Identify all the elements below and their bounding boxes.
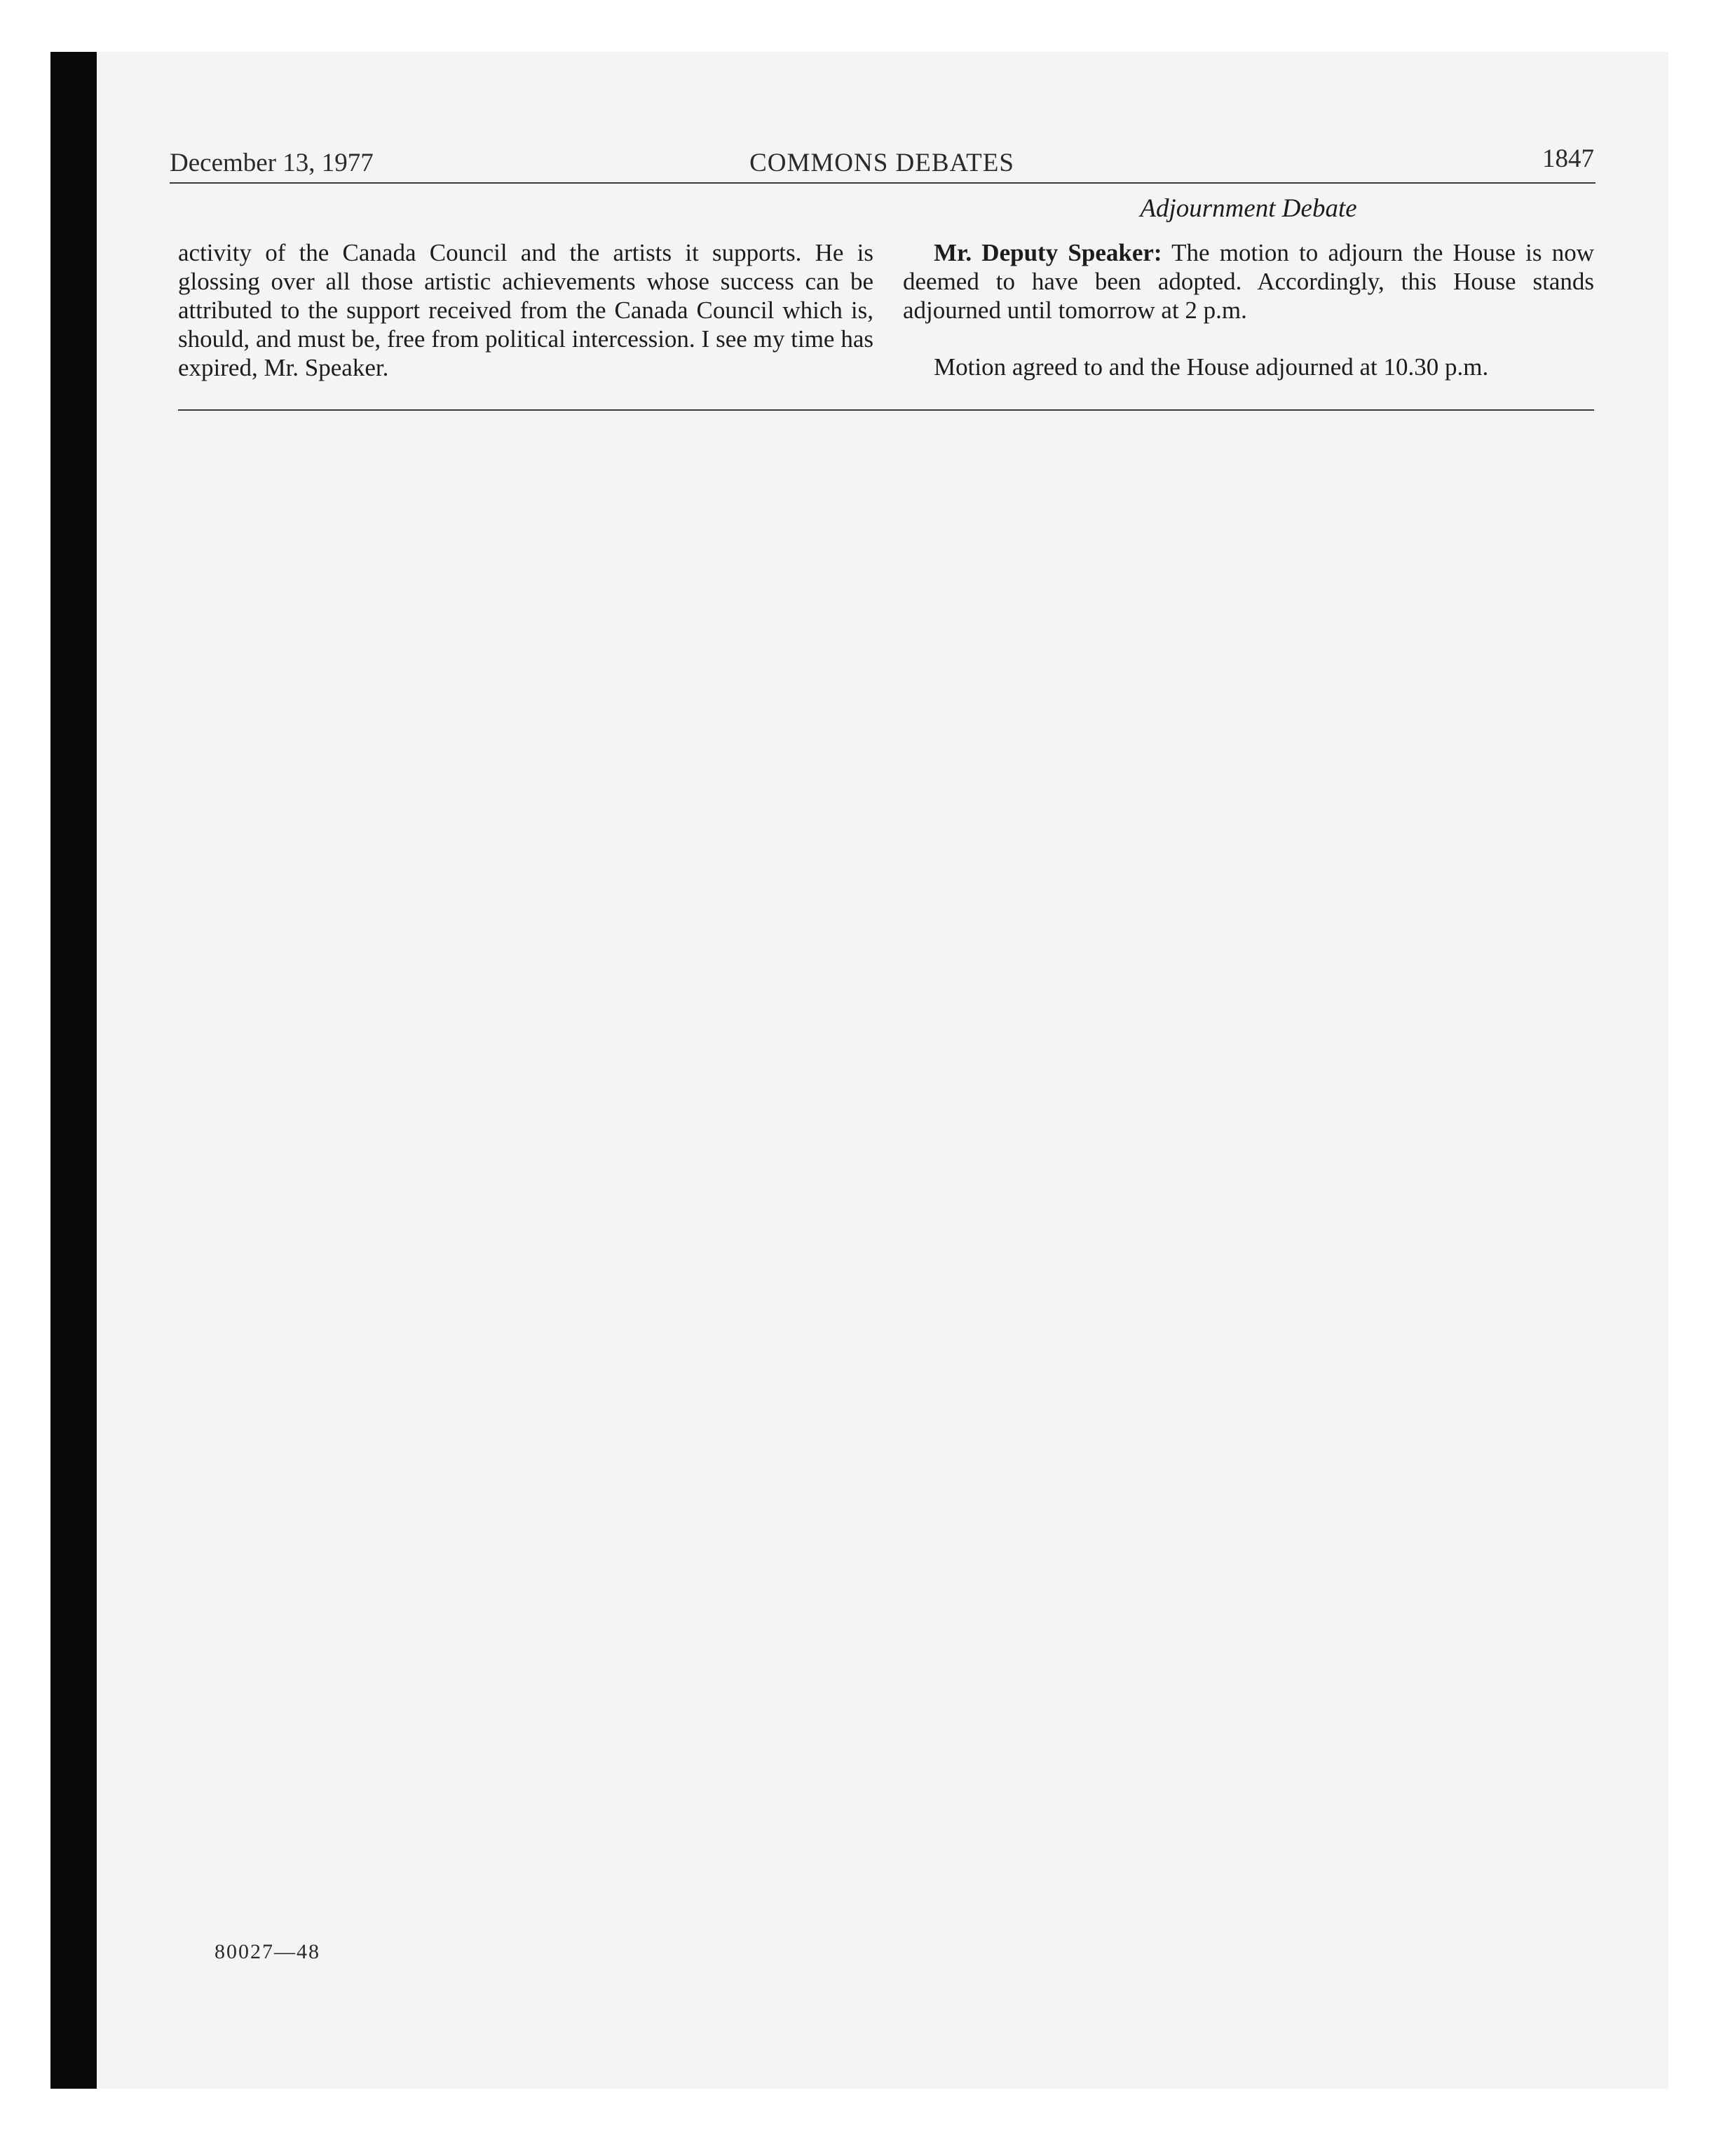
deputy-speaker-paragraph (903, 238, 1594, 325)
running-header (170, 144, 1594, 178)
left-column-paragraph: activity of the Canada Council and the artists it supports. He is glossing over all those artistic achievements whose success can be attributed to the support received from the Canada Council which is, should, and must be, free from political intercession. I see my time has expired, Mr. Speaker. (178, 239, 873, 381)
page-number: 1847 (1542, 144, 1594, 173)
right-column (903, 193, 1594, 381)
left-column (178, 238, 873, 382)
header-date: December 13, 1977 (170, 149, 374, 177)
section-heading: Adjournment Debate (1140, 194, 1357, 223)
header-rule (170, 182, 1595, 184)
speaker-name: Mr. Deputy Speaker: (934, 239, 1162, 266)
section-end-rule (178, 409, 1594, 411)
scan-edge-bar (50, 52, 97, 2089)
motion-paragraph: Motion agreed to and the House adjourned at 10.30 p.m. (934, 353, 1489, 381)
header-title: COMMONS DEBATES (749, 149, 1014, 177)
print-code: 80027—48 (215, 1940, 320, 1963)
speaker-speech: The motion to adjourn the House is now deemed to have been adopted. Accordingly, this House stands adjourned until tomorrow at 2 p.m. (903, 239, 1594, 324)
